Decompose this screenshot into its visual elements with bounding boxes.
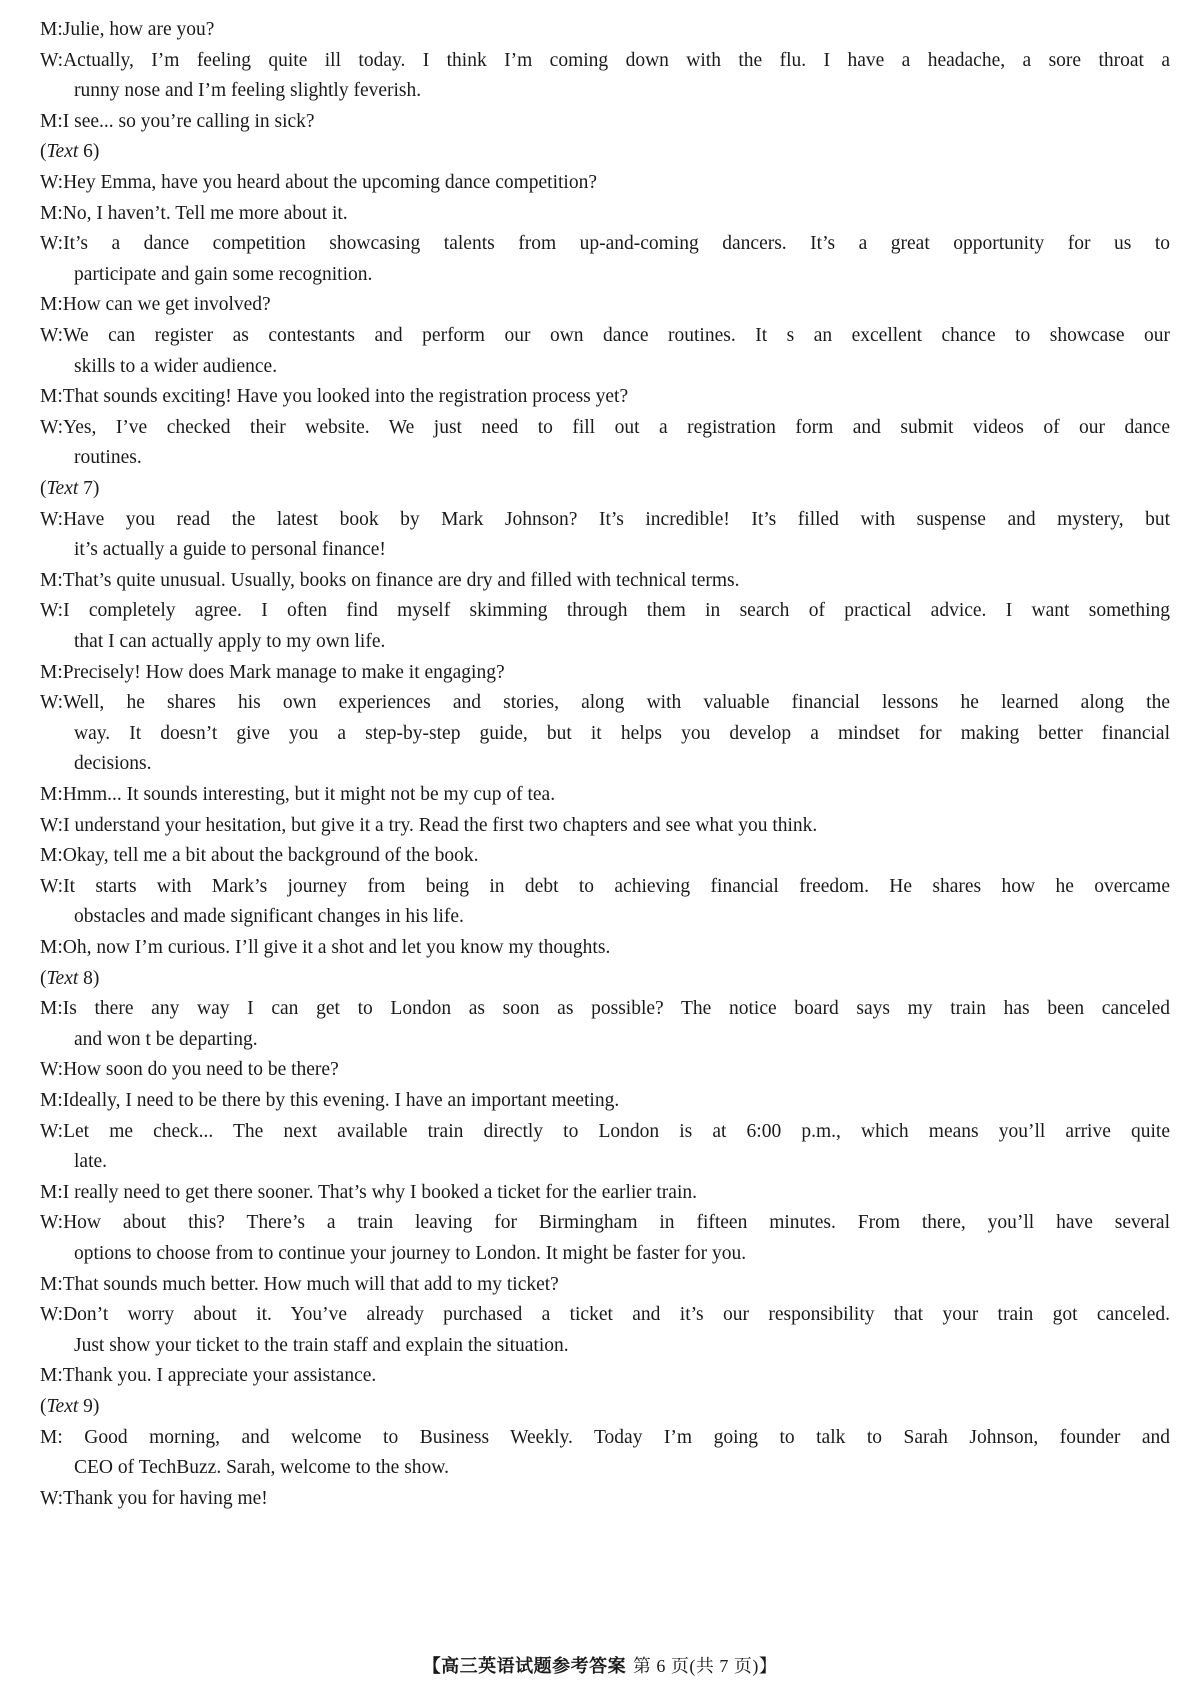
section-heading	[40, 1391, 1170, 1422]
dialogue-line: M:That’s quite unusual. Usually, books on finance are dry and filled with technical terms.	[40, 569, 740, 591]
dialogue-line-continuation: routines.	[74, 447, 142, 469]
dialogue-line: W:Actually, I’m feeling quite ill today. I think I’m coming down with the flu. I have a headache, a sore throat a	[40, 49, 1170, 71]
heading-number: 8)	[78, 967, 100, 989]
dialogue-line: M:No, I haven’t. Tell me more about it.	[40, 202, 348, 224]
dialogue-line-continuation: decisions.	[74, 753, 152, 775]
footer-title: 【高三英语试题参考答案	[422, 1656, 627, 1677]
heading-label: Text	[46, 141, 79, 163]
dialogue-line: M:Oh, now I’m curious. I’ll give it a shot and let you know my thoughts.	[40, 937, 611, 958]
dialogue-line: W:Have you read the latest book by Mark Johnson? It’s incredible! It’s filled with suspense and mystery, but	[40, 508, 1170, 530]
section-heading	[40, 136, 1170, 167]
dialogue-line: W:Hey Emma, have you heard about the upcoming dance competition?	[40, 172, 598, 193]
dialogue-line: M:Hmm... It sounds interesting, but it might not be my cup of tea.	[40, 784, 556, 805]
footer-page-number: 第 6 页(共 7 页)】	[632, 1656, 778, 1676]
dialogue-line: W:Don’t worry about it. You’ve already purchased a ticket and it’s our responsibility that your train got canceled.	[40, 1304, 1170, 1326]
dialogue-line: W:How soon do you need to be there?	[40, 1059, 339, 1081]
dialogue-line: W:Yes, I’ve checked their website. We just need to fill out a registration form and submit videos of our dance	[40, 416, 1170, 438]
heading-number: 7)	[78, 478, 100, 499]
dialogue-line: M:Precisely! How does Mark manage to make it engaging?	[40, 661, 505, 683]
heading-number: 9)	[78, 1396, 100, 1417]
dialogue-line: W:How about this? There’s a train leaving for Birmingham in fifteen minutes. From there, you’ll have several	[40, 1212, 1170, 1234]
dialogue-line: M:I see... so you’re calling in sick?	[40, 110, 315, 132]
dialogue-line: W:I understand your hesitation, but give it a try. Read the first two chapters and see what you think.	[40, 814, 818, 836]
heading-label: Text	[46, 967, 79, 989]
dialogue-line: M:How can we get involved?	[40, 294, 271, 316]
dialogue-line: M:Okay, tell me a bit about the background of the book.	[40, 845, 479, 867]
heading-open-paren: (	[40, 478, 47, 499]
dialogue-line-continuation: runny nose and I’m feeling slightly feverish.	[74, 80, 422, 102]
heading-label: Text	[46, 1396, 79, 1417]
dialogue-line-continuation: Just show your ticket to the train staff and explain the situation.	[74, 1334, 569, 1356]
dialogue-line: W:I completely agree. I often find myself skimming through them in search of practical advice. I want something	[40, 600, 1170, 622]
dialogue-line-continuation: that I can actually apply to my own life.	[74, 631, 386, 652]
dialogue-line: M:That sounds exciting! Have you looked into the registration process yet?	[40, 386, 629, 408]
heading-open-paren: (	[40, 1396, 47, 1417]
heading-open-paren: (	[40, 141, 47, 163]
dialogue-line-continuation: skills to a wider audience.	[74, 355, 278, 377]
section-heading	[40, 473, 1170, 504]
dialogue-line: W:It’s a dance competition showcasing talents from up-and-coming dancers. It’s a great opportunity for us to	[40, 233, 1170, 255]
dialogue-line-continuation: CEO of TechBuzz. Sarah, welcome to the show.	[74, 1457, 449, 1479]
dialogue-line-continuation: way. It doesn’t give you a step-by-step guide, but it helps you develop a mindset for making better financial	[74, 722, 1170, 744]
dialogue-line-continuation: late.	[74, 1151, 108, 1173]
dialogue-line: M:Julie, how are you?	[40, 19, 215, 40]
dialogue-line: M:Ideally, I need to be there by this evening. I have an important meeting.	[40, 1090, 620, 1111]
dialogue-line-continuation: it’s actually a guide to personal finance!	[74, 539, 386, 561]
dialogue-line: W:Well, he shares his own experiences and stories, along with valuable financial lessons he learned along the	[40, 692, 1170, 714]
dialogue-line: M:Thank you. I appreciate your assistance.	[40, 1365, 377, 1387]
dialogue-line: W:We can register as contestants and perform our own dance routines. It s an excellent chance to showcase our	[40, 325, 1170, 346]
dialogue-line-continuation: and won t be departing.	[74, 1028, 258, 1050]
section-heading	[40, 963, 1170, 994]
dialogue-line: W:It starts with Mark’s journey from being in debt to achieving financial freedom. He shares how he overcame	[40, 875, 1170, 897]
dialogue-line-continuation: obstacles and made significant changes in his life.	[74, 906, 464, 928]
dialogue-line: W:Thank you for having me!	[40, 1487, 268, 1509]
heading-number: 6)	[78, 141, 100, 163]
dialogue-line-continuation: participate and gain some recognition.	[74, 263, 373, 285]
page-footer	[0, 1652, 1200, 1678]
dialogue-line: W:Let me check... The next available train directly to London is at 6:00 p.m., which means you’ll arrive quite	[40, 1120, 1170, 1142]
dialogue-line: M:I really need to get there sooner. That’s why I booked a ticket for the earlier train.	[40, 1181, 697, 1203]
dialogue-line: M:That sounds much better. How much will that add to my ticket?	[40, 1273, 559, 1295]
dialogue-line: M: Good morning, and welcome to Business Weekly. Today I’m going to talk to Sarah Johnson, founder and	[40, 1426, 1170, 1448]
dialogue-line: M:Is there any way I can get to London as soon as possible? The notice board says my train has been canceled	[40, 998, 1170, 1020]
heading-label: Text	[46, 478, 79, 499]
dialogue-line-continuation: options to choose from to continue your journey to London. It might be faster for you.	[74, 1243, 747, 1264]
heading-open-paren: (	[40, 967, 47, 989]
